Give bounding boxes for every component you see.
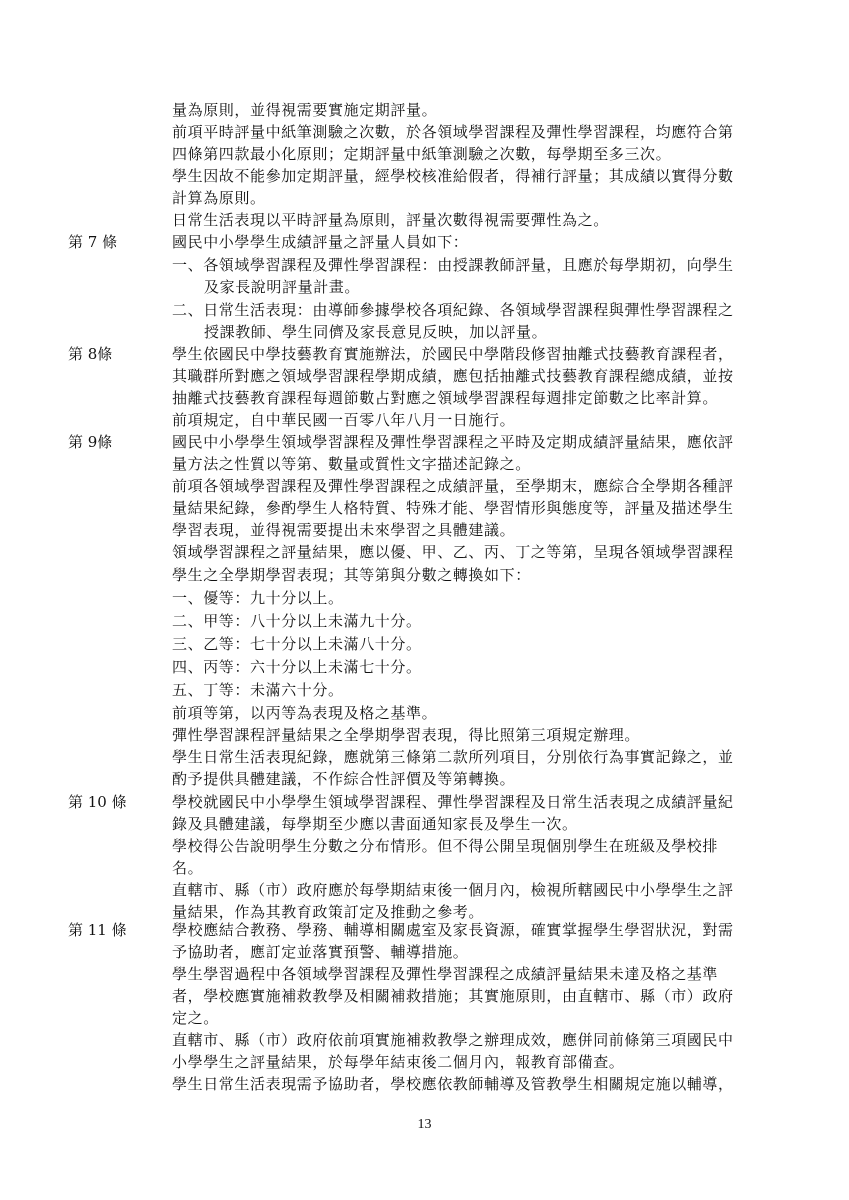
article-8-label: 第 8條 <box>68 345 113 363</box>
text-line: 量結果紀錄，參酌學生人格特質、特殊才能、學習情形與態度等，評量及描述學生 <box>172 499 734 517</box>
text-line: 其職群所對應之領域學習課程學期成績，應包括抽離式技藝教育課程總成績，並按 <box>172 367 734 385</box>
text-line: 學校就國民中小學學生領域學習課程、彈性學習課程及日常生活表現之成績評量紀 <box>172 793 734 811</box>
text-line: 及家長說明評量計畫。 <box>204 278 361 296</box>
text-line: 學校得公告說明學生分數之分布情形。但不得公開呈現個別學生在班級及學校排 <box>172 837 719 855</box>
text-line: 名。 <box>172 859 204 877</box>
text-line: 學生依國民中學技藝教育實施辦法，於國民中學階段修習抽離式技藝教育課程者， <box>172 345 734 363</box>
text-line: 前項平時評量中紙筆測驗之次數，於各領域學習課程及彈性學習課程，均應符合第 <box>172 123 734 141</box>
text-line: 量為原則，並得視需要實施定期評量。 <box>172 101 438 119</box>
text-line: 前項各領域學習課程及彈性學習課程之成績評量，至學期末，應綜合全學期各種評 <box>172 477 734 495</box>
text-line: 學生學習過程中各領域學習課程及彈性學習課程之成績評量結果未達及格之基準 <box>172 965 719 983</box>
text-line: 學生日常生活表現紀錄，應就第三條第二款所列項目，分別依行為事實記錄之，並 <box>172 748 734 766</box>
page-number: 13 <box>417 1117 432 1132</box>
text-line: 學生日常生活表現需予協助者，學校應依教師輔導及管教學生相關規定施以輔導， <box>172 1075 734 1093</box>
text-line: 前項規定，自中華民國一百零八年八月一日施行。 <box>172 411 516 429</box>
text-line: 計算為原則。 <box>172 189 266 207</box>
text-line: 二、日常生活表現：由導師參據學校各項紀錄、各領域學習課程與彈性學習課程之 <box>172 301 734 319</box>
text-line: 者，學校應實施補救教學及相關補救措施；其實施原則，由直轄市、縣（市）政府 <box>172 987 734 1005</box>
text-line: 予協助者，應訂定並落實預警、輔導措施。 <box>172 943 469 961</box>
text-line: 前項等第，以丙等為表現及格之基準。 <box>172 704 438 722</box>
text-line: 三、乙等：七十分以上未滿八十分。 <box>172 635 422 653</box>
text-line: 彈性學習課程評量結果之全學期學習表現，得比照第三項規定辦理。 <box>172 726 641 744</box>
text-line: 五、丁等：未滿六十分。 <box>172 681 344 699</box>
text-line: 一、各領域學習課程及彈性學習課程：由授課教師評量，且應於每學期初，向學生 <box>172 256 734 274</box>
text-line: 日常生活表現以平時評量為原則，評量次數得視需要彈性為之。 <box>172 211 609 229</box>
article-10-label: 第 10 條 <box>68 793 127 811</box>
text-line: 抽離式技藝教育課程每週節數占對應之領域學習課程每週排定節數之比率計算。 <box>172 389 719 407</box>
article-9-label: 第 9條 <box>68 433 113 451</box>
text-line: 定之。 <box>172 1009 219 1027</box>
text-line: 學生之全學期學習表現；其等第與分數之轉換如下： <box>172 566 531 584</box>
text-line: 學生因故不能參加定期評量，經學校核准給假者，得補行評量；其成績以實得分數 <box>172 167 734 185</box>
text-line: 學校應結合教務、學務、輔導相關處室及家長資源，確實掌握學生學習狀況，對需 <box>172 921 734 939</box>
text-line: 直轄市、縣（市）政府依前項實施補救教學之辦理成效，應併同前條第三項國民中 <box>172 1031 734 1049</box>
text-line: 錄及具體建議，每學期至少應以書面通知家長及學生一次。 <box>172 815 578 833</box>
text-line: 酌予提供具體建議，不作綜合性評價及等第轉換。 <box>172 770 516 788</box>
text-line: 小學學生之評量結果，於每學年結束後二個月內，報教育部備查。 <box>172 1053 625 1071</box>
text-line: 國民中小學學生成績評量之評量人員如下： <box>172 233 469 251</box>
article-7-label: 第 7 條 <box>68 233 118 251</box>
text-line: 四、丙等：六十分以上未滿七十分。 <box>172 658 422 676</box>
text-line: 量結果，作為其教育政策訂定及推動之參考。 <box>172 903 485 921</box>
text-line: 一、優等：九十分以上。 <box>172 589 344 607</box>
article-11-label: 第 11 條 <box>68 921 127 939</box>
text-line: 領域學習課程之評量結果，應以優、甲、乙、丙、丁之等第，呈現各領域學習課程 <box>172 543 734 561</box>
text-line: 國民中小學學生領域學習課程及彈性學習課程之平時及定期成績評量結果，應依評 <box>172 433 734 451</box>
text-line: 量方法之性質以等第、數量或質性文字描述記錄之。 <box>172 455 531 473</box>
text-line: 直轄市、縣（市）政府應於每學期結束後一個月內，檢視所轄國民中小學學生之評 <box>172 881 734 899</box>
text-line: 四條第四款最小化原則；定期評量中紙筆測驗之次數，每學期至多三次。 <box>172 145 672 163</box>
text-line: 二、甲等：八十分以上未滿九十分。 <box>172 612 422 630</box>
text-line: 學習表現，並得視需要提出未來學習之具體建議。 <box>172 521 516 539</box>
text-line: 授課教師、學生同儕及家長意見反映，加以評量。 <box>204 323 548 341</box>
